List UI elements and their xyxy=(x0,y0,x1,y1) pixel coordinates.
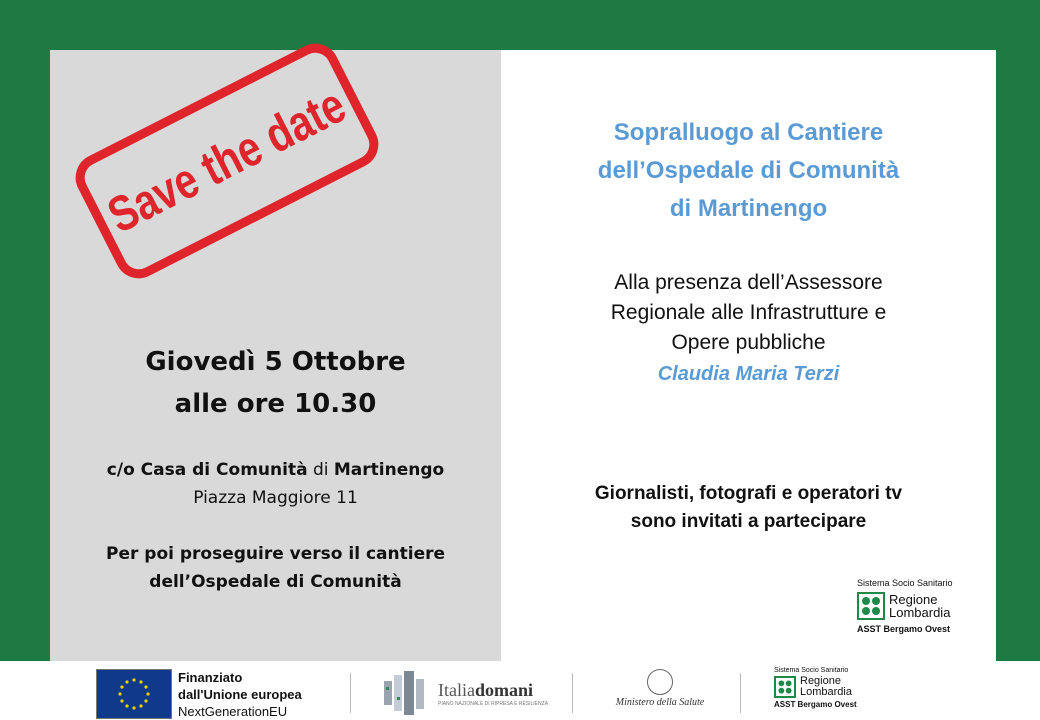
brand-asst: ASST Bergamo Ovest xyxy=(857,624,951,634)
brand-region-1: Regione xyxy=(889,592,938,607)
footer-brand-region-2: Lombardia xyxy=(800,686,852,698)
event-time: alle ore 10.30 xyxy=(174,389,377,419)
italia-name-a: Italia xyxy=(438,679,475,700)
eu-flag-icon xyxy=(96,669,172,719)
footer-brand-asst: ASST Bergamo Ovest xyxy=(774,700,857,709)
continue-line-2: dell’Ospedale di Comunità xyxy=(149,572,402,592)
venue-street: Piazza Maggiore 11 xyxy=(193,488,358,508)
italia-domani-logo xyxy=(384,671,548,715)
lombardia-flower-icon xyxy=(857,592,885,620)
continue-line-1: Per poi proseguire verso il cantiere xyxy=(105,544,446,564)
left-panel xyxy=(50,50,501,661)
event-date: Giovedì 5 Ottobre xyxy=(145,347,406,377)
presence-line-2: Regionale alle Infrastrutture e xyxy=(610,301,887,324)
footer-brand-region-1: Regione xyxy=(800,675,841,687)
footer-divider xyxy=(572,673,573,713)
stamp-text: Save the date xyxy=(99,77,355,244)
regione-lombardia-logo xyxy=(857,578,953,634)
title-line-2: dell’Ospedale di Comunità xyxy=(597,157,900,184)
italia-name-b: domani xyxy=(474,679,534,700)
venue-connector: di xyxy=(307,460,334,480)
brand-region-2: Lombardia xyxy=(889,605,951,620)
footer-regione-logo xyxy=(774,667,857,709)
italia-subtitle: PIANO NAZIONALE DI RIPRESA E RESILIENZA xyxy=(438,700,549,707)
press-line-2: sono invitati a partecipare xyxy=(630,511,867,532)
brand-system-label: Sistema Socio Sanitario xyxy=(857,578,953,588)
italia-domani-icon xyxy=(384,671,432,715)
title-line-1: Sopralluogo al Cantiere xyxy=(613,119,884,146)
venue-name: c/o Casa di Comunità xyxy=(106,460,308,480)
presence-line-1: Alla presenza dell’Assessore xyxy=(614,271,883,294)
right-panel xyxy=(501,50,996,661)
event-title xyxy=(501,114,996,228)
venue-town: Martinengo xyxy=(333,460,445,480)
ministry-name: Ministero della Salute xyxy=(615,697,705,708)
press-invitation xyxy=(501,480,996,536)
eu-funding-text xyxy=(178,669,302,720)
footer-brand-system: Sistema Socio Sanitario xyxy=(774,667,849,674)
footer-lombardia-flower-icon xyxy=(774,676,796,698)
save-the-date-stamp xyxy=(67,35,386,286)
italian-emblem-icon xyxy=(647,669,673,695)
eu-line-1: Finanziato xyxy=(178,670,243,685)
invitation-card xyxy=(50,50,996,661)
eu-line-3: NextGenerationEU xyxy=(178,704,288,719)
presence-text xyxy=(501,268,996,358)
eu-line-2: dall'Unione europea xyxy=(178,687,302,702)
ministry-logo xyxy=(605,669,715,708)
footer-divider xyxy=(740,673,741,713)
footer-divider xyxy=(350,673,351,713)
title-line-3: di Martinengo xyxy=(669,195,828,222)
press-line-1: Giornalisti, fotografi e operatori tv xyxy=(594,483,903,504)
assessor-name: Claudia Maria Terzi xyxy=(657,363,840,385)
venue-line xyxy=(50,456,501,484)
presence-line-3: Opere pubbliche xyxy=(671,331,826,354)
footer-logos xyxy=(0,661,1040,720)
